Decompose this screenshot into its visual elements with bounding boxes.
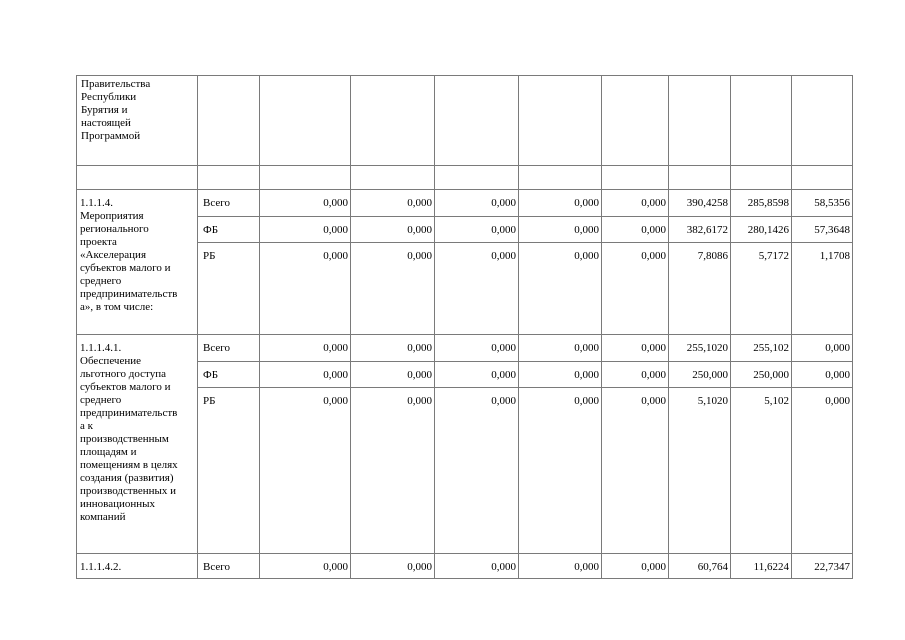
value-text: 57,3648 — [814, 224, 850, 236]
value-cell — [435, 190, 519, 217]
value-cell — [792, 243, 853, 335]
empty-cell — [351, 76, 435, 166]
intro-row — [77, 76, 853, 166]
value-text: 0,000 — [407, 342, 432, 354]
value-text: 0,000 — [825, 369, 850, 381]
value-text: 1,1708 — [819, 250, 850, 262]
value-text: 0,000 — [323, 342, 348, 354]
value-cell — [602, 362, 669, 388]
value-text: 280,1426 — [747, 224, 789, 236]
empty-cell — [519, 76, 602, 166]
value-cell — [260, 554, 351, 579]
intro-cell — [77, 76, 198, 166]
data-row — [77, 554, 853, 579]
value-cell — [731, 190, 792, 217]
measure-desc-line: предпринимательств — [80, 407, 178, 419]
value-cell — [602, 335, 669, 362]
value-cell — [351, 217, 435, 243]
value-text: 0,000 — [491, 197, 516, 209]
value-cell — [519, 362, 602, 388]
value-text: 0,000 — [407, 224, 432, 236]
value-text: 11,6224 — [753, 561, 789, 573]
value-text: 250,000 — [692, 369, 728, 381]
intro-line: настоящей — [81, 117, 131, 129]
value-cell — [602, 554, 669, 579]
value-cell — [731, 362, 792, 388]
value-cell — [602, 388, 669, 554]
value-cell — [669, 243, 731, 335]
empty-cell — [198, 76, 260, 166]
value-text: 5,7172 — [758, 250, 789, 262]
measure-desc-line: льготного доступа — [80, 368, 166, 380]
value-cell — [669, 554, 731, 579]
value-text: 0,000 — [323, 197, 348, 209]
value-text: 0,000 — [574, 250, 599, 262]
source-label: ФБ — [203, 369, 219, 381]
source-cell — [198, 190, 260, 217]
measure-desc-line: а к — [80, 420, 93, 432]
measure-desc-line: регионального — [80, 223, 149, 235]
source-label: Всего — [203, 561, 230, 573]
intro-line: Программой — [81, 130, 141, 142]
value-cell — [351, 554, 435, 579]
value-cell — [669, 190, 731, 217]
data-row — [77, 190, 853, 217]
value-text: 0,000 — [407, 369, 432, 381]
measure-desc-line: производственным — [80, 433, 169, 445]
value-cell — [669, 217, 731, 243]
empty-cell — [435, 166, 519, 190]
value-cell — [731, 388, 792, 554]
value-text: 0,000 — [323, 369, 348, 381]
value-cell — [435, 362, 519, 388]
empty-cell — [198, 166, 260, 190]
empty-cell — [602, 76, 669, 166]
value-text: 382,6172 — [686, 224, 728, 236]
value-text: 0,000 — [407, 561, 432, 573]
empty-cell — [731, 166, 792, 190]
value-cell — [519, 243, 602, 335]
measure-text — [77, 335, 197, 524]
table-body — [77, 76, 853, 579]
value-text: 0,000 — [825, 395, 850, 407]
empty-cell — [792, 166, 853, 190]
value-cell — [435, 243, 519, 335]
value-cell — [435, 554, 519, 579]
value-cell — [792, 190, 853, 217]
value-cell — [519, 388, 602, 554]
source-cell — [198, 335, 260, 362]
budget-table — [76, 75, 853, 579]
value-cell — [260, 190, 351, 217]
value-cell — [602, 190, 669, 217]
measure-desc-line: компаний — [80, 511, 126, 523]
measure-cell — [77, 335, 198, 554]
value-cell — [731, 217, 792, 243]
value-cell — [435, 335, 519, 362]
measure-desc-line: помещениям в целях — [80, 459, 178, 471]
measure-text — [77, 190, 197, 314]
value-text: 0,000 — [491, 395, 516, 407]
value-text: 22,7347 — [814, 561, 850, 573]
value-cell — [792, 362, 853, 388]
measure-desc-line: «Акселерация — [80, 249, 146, 261]
source-label: Всего — [203, 197, 230, 209]
source-cell — [198, 243, 260, 335]
value-cell — [602, 243, 669, 335]
value-text: 0,000 — [574, 369, 599, 381]
value-cell — [519, 190, 602, 217]
data-row — [77, 335, 853, 362]
source-label: Всего — [203, 342, 230, 354]
measure-desc-line: субъектов малого и — [80, 381, 171, 393]
measure-desc-line: субъектов малого и — [80, 262, 171, 274]
empty-cell — [351, 166, 435, 190]
measure-desc-line: инновационных — [80, 498, 156, 510]
source-label: ФБ — [203, 224, 219, 236]
value-text: 250,000 — [753, 369, 789, 381]
measure-desc-line: а», в том числе: — [80, 301, 154, 313]
empty-cell — [669, 166, 731, 190]
value-cell — [792, 388, 853, 554]
value-text: 0,000 — [323, 561, 348, 573]
value-text: 58,5356 — [814, 197, 850, 209]
value-text: 0,000 — [491, 369, 516, 381]
value-text: 0,000 — [641, 224, 666, 236]
measure-desc-line: Мероприятия — [80, 210, 144, 222]
value-cell — [792, 554, 853, 579]
value-cell — [351, 362, 435, 388]
value-cell — [260, 362, 351, 388]
value-cell — [519, 335, 602, 362]
value-cell — [351, 335, 435, 362]
value-text: 60,764 — [697, 561, 728, 573]
value-cell — [731, 554, 792, 579]
measure-desc-line: проекта — [80, 236, 117, 248]
value-text: 255,102 — [753, 342, 789, 354]
value-text: 0,000 — [574, 561, 599, 573]
value-cell — [260, 388, 351, 554]
value-cell — [519, 217, 602, 243]
value-text: 285,8598 — [747, 197, 789, 209]
value-text: 0,000 — [641, 342, 666, 354]
value-text: 0,000 — [491, 250, 516, 262]
empty-cell — [77, 166, 198, 190]
value-text: 0,000 — [641, 561, 666, 573]
value-text: 0,000 — [574, 197, 599, 209]
value-text: 0,000 — [491, 224, 516, 236]
value-text: 0,000 — [825, 342, 850, 354]
empty-cell — [731, 76, 792, 166]
value-text: 5,1020 — [697, 395, 728, 407]
empty-cell — [792, 76, 853, 166]
empty-cell — [260, 76, 351, 166]
measure-text — [77, 554, 197, 574]
value-text: 0,000 — [323, 395, 348, 407]
value-cell — [731, 243, 792, 335]
value-cell — [519, 554, 602, 579]
value-text: 7,8086 — [697, 250, 728, 262]
measure-cell — [77, 554, 198, 579]
source-label: РБ — [203, 395, 216, 407]
value-text: 5,102 — [764, 395, 789, 407]
empty-cell — [260, 166, 351, 190]
measure-code: 1.1.1.4.2. — [80, 561, 122, 573]
value-text: 0,000 — [491, 342, 516, 354]
value-cell — [260, 335, 351, 362]
value-cell — [260, 243, 351, 335]
empty-cell — [602, 166, 669, 190]
value-text: 0,000 — [323, 224, 348, 236]
value-text: 0,000 — [407, 197, 432, 209]
value-cell — [351, 388, 435, 554]
measure-desc-line: создания (развития) — [80, 472, 174, 484]
value-cell — [792, 335, 853, 362]
measure-code: 1.1.1.4. — [80, 197, 113, 209]
value-cell — [602, 217, 669, 243]
measure-desc-line: площадям и — [80, 446, 137, 458]
measure-desc-line: среднего — [80, 275, 122, 287]
intro-line: Правительства — [81, 78, 151, 90]
value-cell — [435, 217, 519, 243]
value-text: 255,1020 — [686, 342, 728, 354]
empty-cell — [435, 76, 519, 166]
value-cell — [731, 335, 792, 362]
measure-desc-line: среднего — [80, 394, 122, 406]
source-cell — [198, 362, 260, 388]
value-text: 0,000 — [574, 342, 599, 354]
value-cell — [669, 388, 731, 554]
value-text: 0,000 — [407, 250, 432, 262]
source-cell — [198, 388, 260, 554]
value-text: 0,000 — [641, 395, 666, 407]
measure-desc-line: Обеспечение — [80, 355, 141, 367]
value-text: 0,000 — [491, 561, 516, 573]
value-text: 0,000 — [323, 250, 348, 262]
value-text: 0,000 — [641, 197, 666, 209]
value-text: 0,000 — [641, 369, 666, 381]
value-cell — [260, 217, 351, 243]
value-cell — [669, 335, 731, 362]
value-text: 0,000 — [574, 395, 599, 407]
value-cell — [351, 190, 435, 217]
intro-line: Бурятия и — [81, 104, 128, 116]
value-text: 0,000 — [574, 224, 599, 236]
empty-cell — [669, 76, 731, 166]
value-text: 0,000 — [641, 250, 666, 262]
value-cell — [669, 362, 731, 388]
spacer-row — [77, 166, 853, 190]
measure-cell — [77, 190, 198, 335]
intro-line: Республики — [81, 91, 137, 103]
value-text: 390,4258 — [686, 197, 728, 209]
measure-code: 1.1.1.4.1. — [80, 342, 122, 354]
value-cell — [351, 243, 435, 335]
measure-desc-line: предпринимательств — [80, 288, 178, 300]
value-text: 0,000 — [407, 395, 432, 407]
value-cell — [792, 217, 853, 243]
value-cell — [435, 388, 519, 554]
measure-desc-line: производственных и — [80, 485, 177, 497]
source-cell — [198, 554, 260, 579]
source-label: РБ — [203, 250, 216, 262]
empty-cell — [519, 166, 602, 190]
source-cell — [198, 217, 260, 243]
